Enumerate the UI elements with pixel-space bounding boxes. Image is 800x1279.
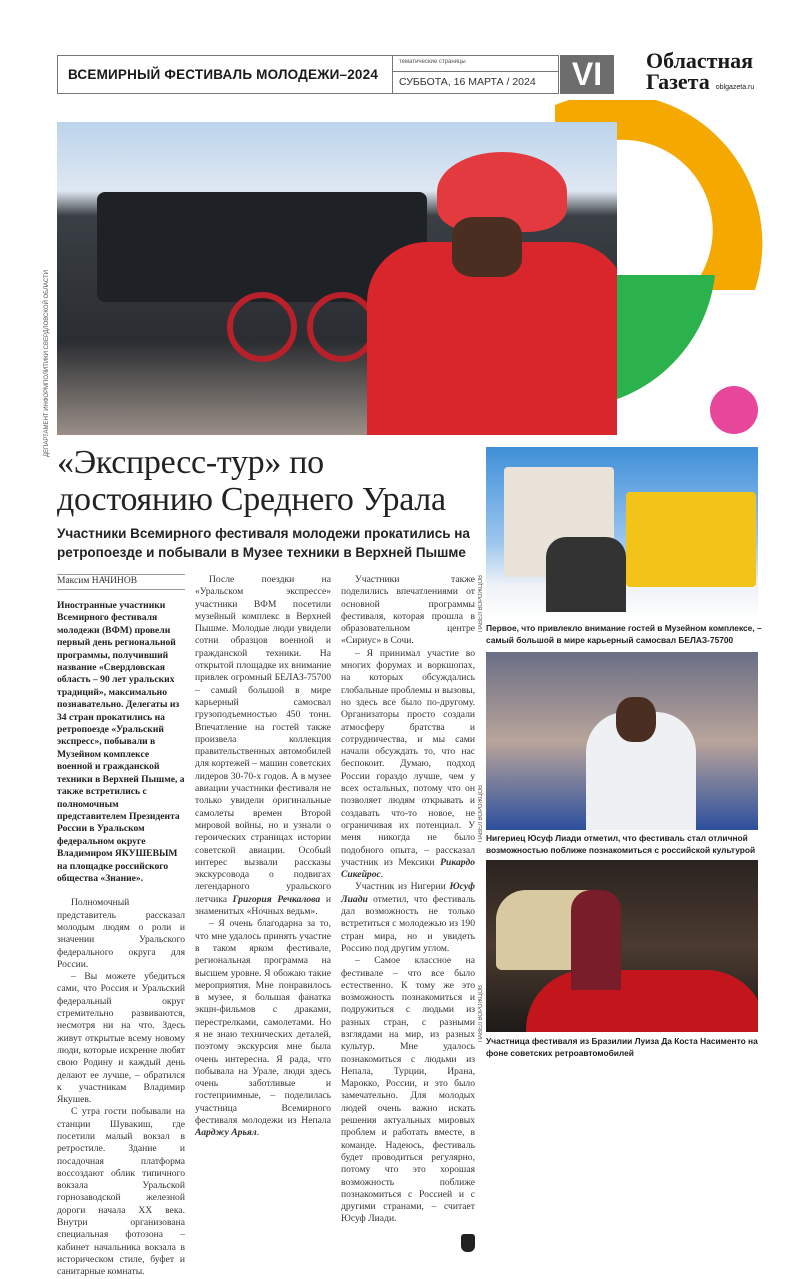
author-byline: Максим НАЧИНОВ	[57, 574, 185, 590]
rubric: тематические страницы	[393, 56, 558, 72]
article	[57, 444, 475, 1279]
article-column-2	[195, 574, 331, 1140]
hero-photo	[57, 122, 617, 435]
logo-site: oblgazeta.ru	[715, 84, 755, 91]
article-subtitle: Участники Всемирного фестиваля молодежи прокатились на ретропоезде и побывали в Музее техники в Верхней Пышме	[57, 526, 470, 560]
photo1-credit: ПАВЕЛ ВОРОЖЦОВ	[478, 575, 484, 633]
newspaper-logo	[646, 50, 754, 92]
photo-belaz	[486, 447, 758, 620]
pink-circle	[710, 386, 758, 434]
photo3-caption: Участница фестиваля из Бразилии Луиза Да Коста Насименто на фоне советских ретроавтомобилей	[486, 1036, 758, 1058]
paragraph: После поездки на «Уральском экспрессе» участники ВФМ посетили музейный комплекс в Верхней Пышме. Молодые люди увидели сотни образцов военной и гражданской техники. На открытой площадке их внимание привлек огромный БЕЛАЗ-75700 – самый большой в мире карьерный самосвал грузоподъемностью 450 тонн. Впечатление на гостей также произвела коллекция правительственных автомобилей для кортежей – машин советских лидеров 30-70-х годов. А в музее авиации участники фестиваля не только увидели оригинальные самолеты времен Второй мировой войны, но и узнали о героических страницах истории советской авиации. Особый интерес вызвали рассказы экскурсовода о подвигах легендарного уральского летчика Григория Речкалова и знаменитых «Ночных ведьм».	[195, 574, 331, 918]
page-number: VI	[560, 55, 614, 94]
end-mark-icon	[461, 1234, 475, 1252]
photo1-caption: Первое, что привлекло внимание гостей в Музейном комплексе, – самый большой в мире карьерный самосвал БЕЛАЗ-75700	[486, 623, 762, 645]
hero-photo-credit: ДЕПАРТАМЕНТ ИНФОРМПОЛИТИКИ СВЕРДЛОВСКОЙ ОБЛАСТИ	[44, 270, 50, 458]
paragraph: – Самое классное на фестивале – что все было естественно. К тому же это возможность познакомиться и подружиться с людьми из разных стран, с разными взглядами на мир, из разных культур. Мне удалось познакомиться с людьми из Непала, Турции, Ирана, Марокко, России, и это было замечательно. Для молодых людей очень важно искать решения актуальных мировых проблем и работать вместе, в команде. Надеюсь, фестиваль будет проводиться регулярно, потому что это хорошая возможность поближе познакомиться с Россией и с другими странами, – считает Юсуф Лиади.	[341, 955, 475, 1225]
group-of-people	[546, 537, 626, 612]
section-header	[57, 55, 559, 94]
article-title: «Экспресс-тур» по достоянию Среднего Урала	[57, 444, 446, 518]
article-lead: Иностранные участники Всемирного фестиваля молодежи (ВФМ) провели первый день региональной программы, получивший название «Свердловская область – 90 лет уральских традиций», максимально познавательно. Делегаты из 34 стран прокатились на ретропоезде «Уральский экспресс», побывали в Музейном комплексе военной и гражданской техники в Верхней Пышме, а также встретились с полномочным представителем Президента России в Уральском федеральном округе Владимиром ЯКУШЕВЫМ на площадке российского общества «Знание».	[57, 600, 185, 884]
paragraph: – Вы можете убедиться сами, что Россия и Уральский федеральный округ стремительно развиваются, несмотря ни на что. Здесь живут открытые всему новому люди, которые искренне любят свою Родину и каждый день делают ее лучше, – обратился к участникам Владимир Якушев.	[57, 971, 185, 1106]
paragraph: – Я принимал участие во многих форумах и воркшопах, на которых обсуждались глобальные проблемы и вызовы, но здесь все было по-другому. Организаторы просто создали атмосферу братства и сотрудничества, и мы сами начали обсуждать то, что нас беспокоит. Думаю, подход России гораздо лучше, чем у всех остальных, потому что он позволяет людям открывать и создавать что-то новое, не ограничивая их потенциал. У меня никогда не было подобного опыта, – рассказал участник из Мексики Рикардо Сикейрос.	[341, 647, 475, 881]
red-retro-car	[526, 970, 758, 1032]
paragraph: Участник из Нигерии Юсуф Лиади отметил, что фестиваль дал возможность не только встретиться с молодежью из 190 стран мира, но и увидеть Россию под другим углом.	[341, 881, 475, 954]
logo-line1: Областная	[646, 48, 754, 73]
face	[452, 217, 522, 277]
article-columns	[57, 574, 475, 1279]
photo-retro-cars	[486, 860, 758, 1032]
belaz-truck	[626, 492, 756, 587]
issue-date: СУББОТА, 16 МАРТА / 2024	[399, 76, 536, 88]
face	[616, 697, 656, 742]
paragraph: – Я очень благодарна за то, что мне удалось принять участие в таком ярком фестивале, региональная программа на высшем уровне. Я обожаю такие мероприятия. Мне понравилось в музее, я большая фанатка экшн-фильмов с драками, перестрелками, самолетами. Но я не знаю технических деталей, поэтому экскурсия мне была очень интересна. Я рада, что побывала на Урале, люди здесь очень заботливые и гостеприимные, – поделилась участница Всемирного фестиваля молодежи из Непала Аарджу Арьял.	[195, 918, 331, 1139]
paragraph: Участники также поделились впечатлениями от основной программы фестиваля, которая прошла в образовательном центре «Сириус» в Сочи.	[341, 574, 475, 647]
article-column-3	[341, 574, 475, 1252]
section-title: ВСЕМИРНЫЙ ФЕСТИВАЛЬ МОЛОДЕЖИ–2024	[58, 56, 393, 93]
person-festival-participant	[571, 890, 621, 990]
photo-audience	[486, 652, 758, 830]
logo-line2: Газета	[646, 69, 710, 94]
photo3-credit: ПАВЕЛ ВОРОЖЦОВ	[478, 985, 484, 1043]
article-column-1	[57, 574, 185, 1279]
paragraph: С утра гости побывали на станции Шувакиш, где посетили малый вокзал в ретростиле. Здание и посадочная платформа воссоздают облик типичного вокзала Уральской горнозаводской железной дороги начала XX века. Внутри организована специальная фотозона – кабинет начальника вокзала в историческом стиле, буфет и санитарные комнаты.	[57, 1106, 185, 1278]
paragraph: Полномочный представитель рассказал молодым людям о роли и значении Уральского федерального округа для России.	[57, 897, 185, 970]
photo2-caption: Нигериец Юсуф Лиади отметил, что фестиваль стал отличной возможностью поближе познакомиться с российской культурой	[486, 833, 756, 855]
photo2-credit: ПАВЕЛ ВОРОЖЦОВ	[478, 785, 484, 843]
locomotive-wheel	[227, 292, 297, 362]
